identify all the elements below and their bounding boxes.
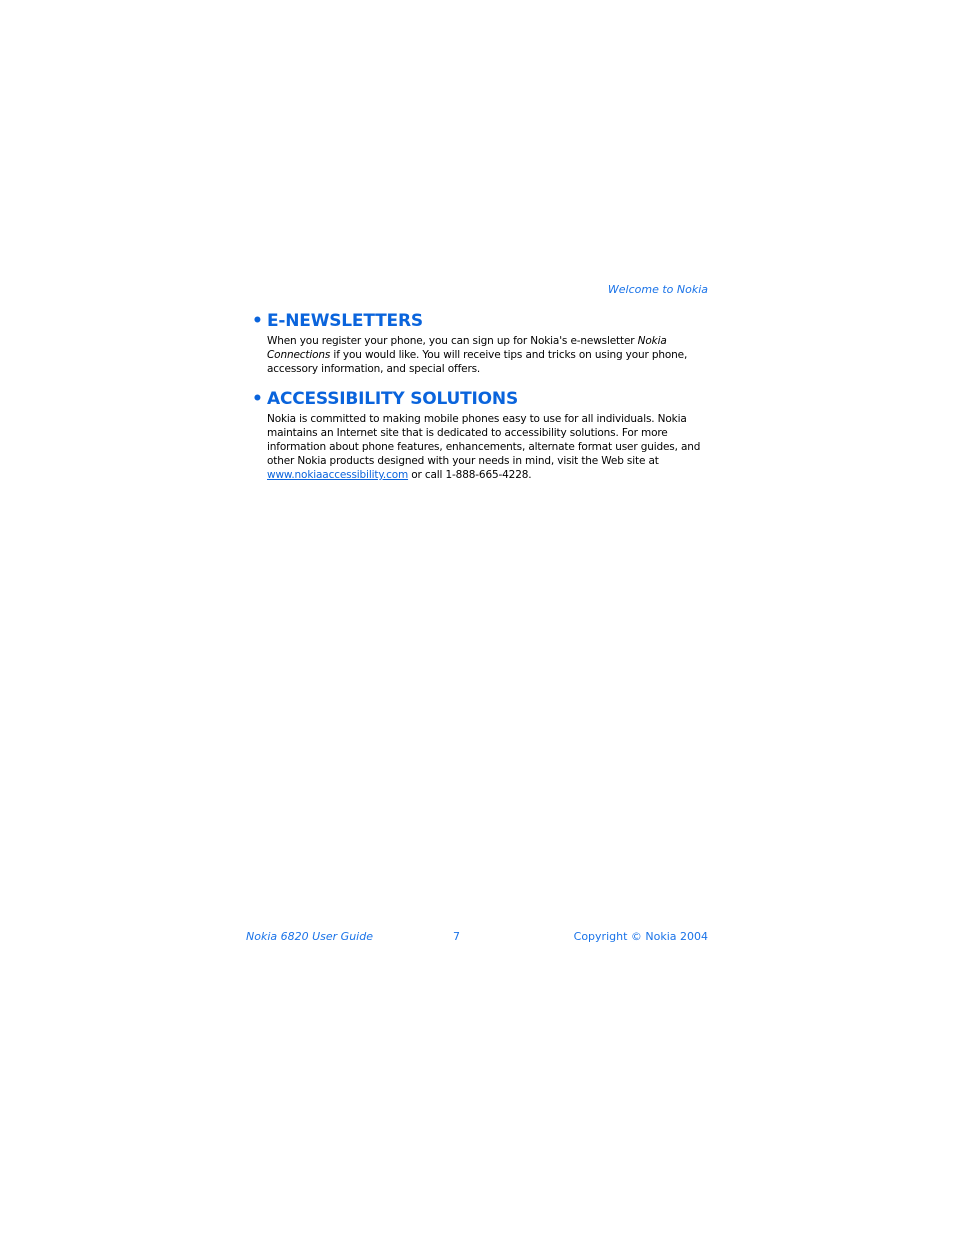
section-e-newsletters [252, 310, 712, 376]
section-title: E-NEWSLETTERS [267, 311, 423, 331]
body-text: Nokia is committed to making mobile phones easy to use for all individuals. Nokia maintains an Internet site that is dedicated to accessibility solutions. For more information about phone features, enhancements, alternate format user guides, and other Nokia products designed with your needs in mind, visit the Web site at [267, 413, 701, 467]
section-title: ACCESSIBILITY SOLUTIONS [267, 389, 519, 409]
paragraph [267, 334, 712, 376]
body-text: if you would like. You will receive tips and tricks on using your phone, accessory information, and special offers. [267, 349, 688, 375]
section-heading [252, 310, 712, 332]
guide-title: Nokia 6820 User Guide [246, 930, 373, 943]
section-accessibility-solutions [252, 388, 712, 482]
bullet-icon: • [252, 311, 263, 331]
section-heading [252, 388, 712, 410]
running-header: Welcome to Nokia [607, 283, 708, 296]
paragraph [267, 412, 712, 482]
copyright-notice: Copyright © Nokia 2004 [573, 930, 708, 943]
accessibility-website-link[interactable]: www.nokiaaccessibility.com [267, 469, 409, 481]
section-body [267, 334, 712, 376]
body-text: or call 1-888-665-4228. [408, 469, 532, 481]
page-number: 7 [453, 930, 460, 943]
body-text: When you register your phone, you can sign up for Nokia's e-newsletter [267, 335, 638, 347]
section-body [267, 412, 712, 482]
bullet-icon: • [252, 389, 263, 409]
newsletter-name: Nokia Connections [267, 335, 667, 361]
page-footer [246, 930, 708, 946]
